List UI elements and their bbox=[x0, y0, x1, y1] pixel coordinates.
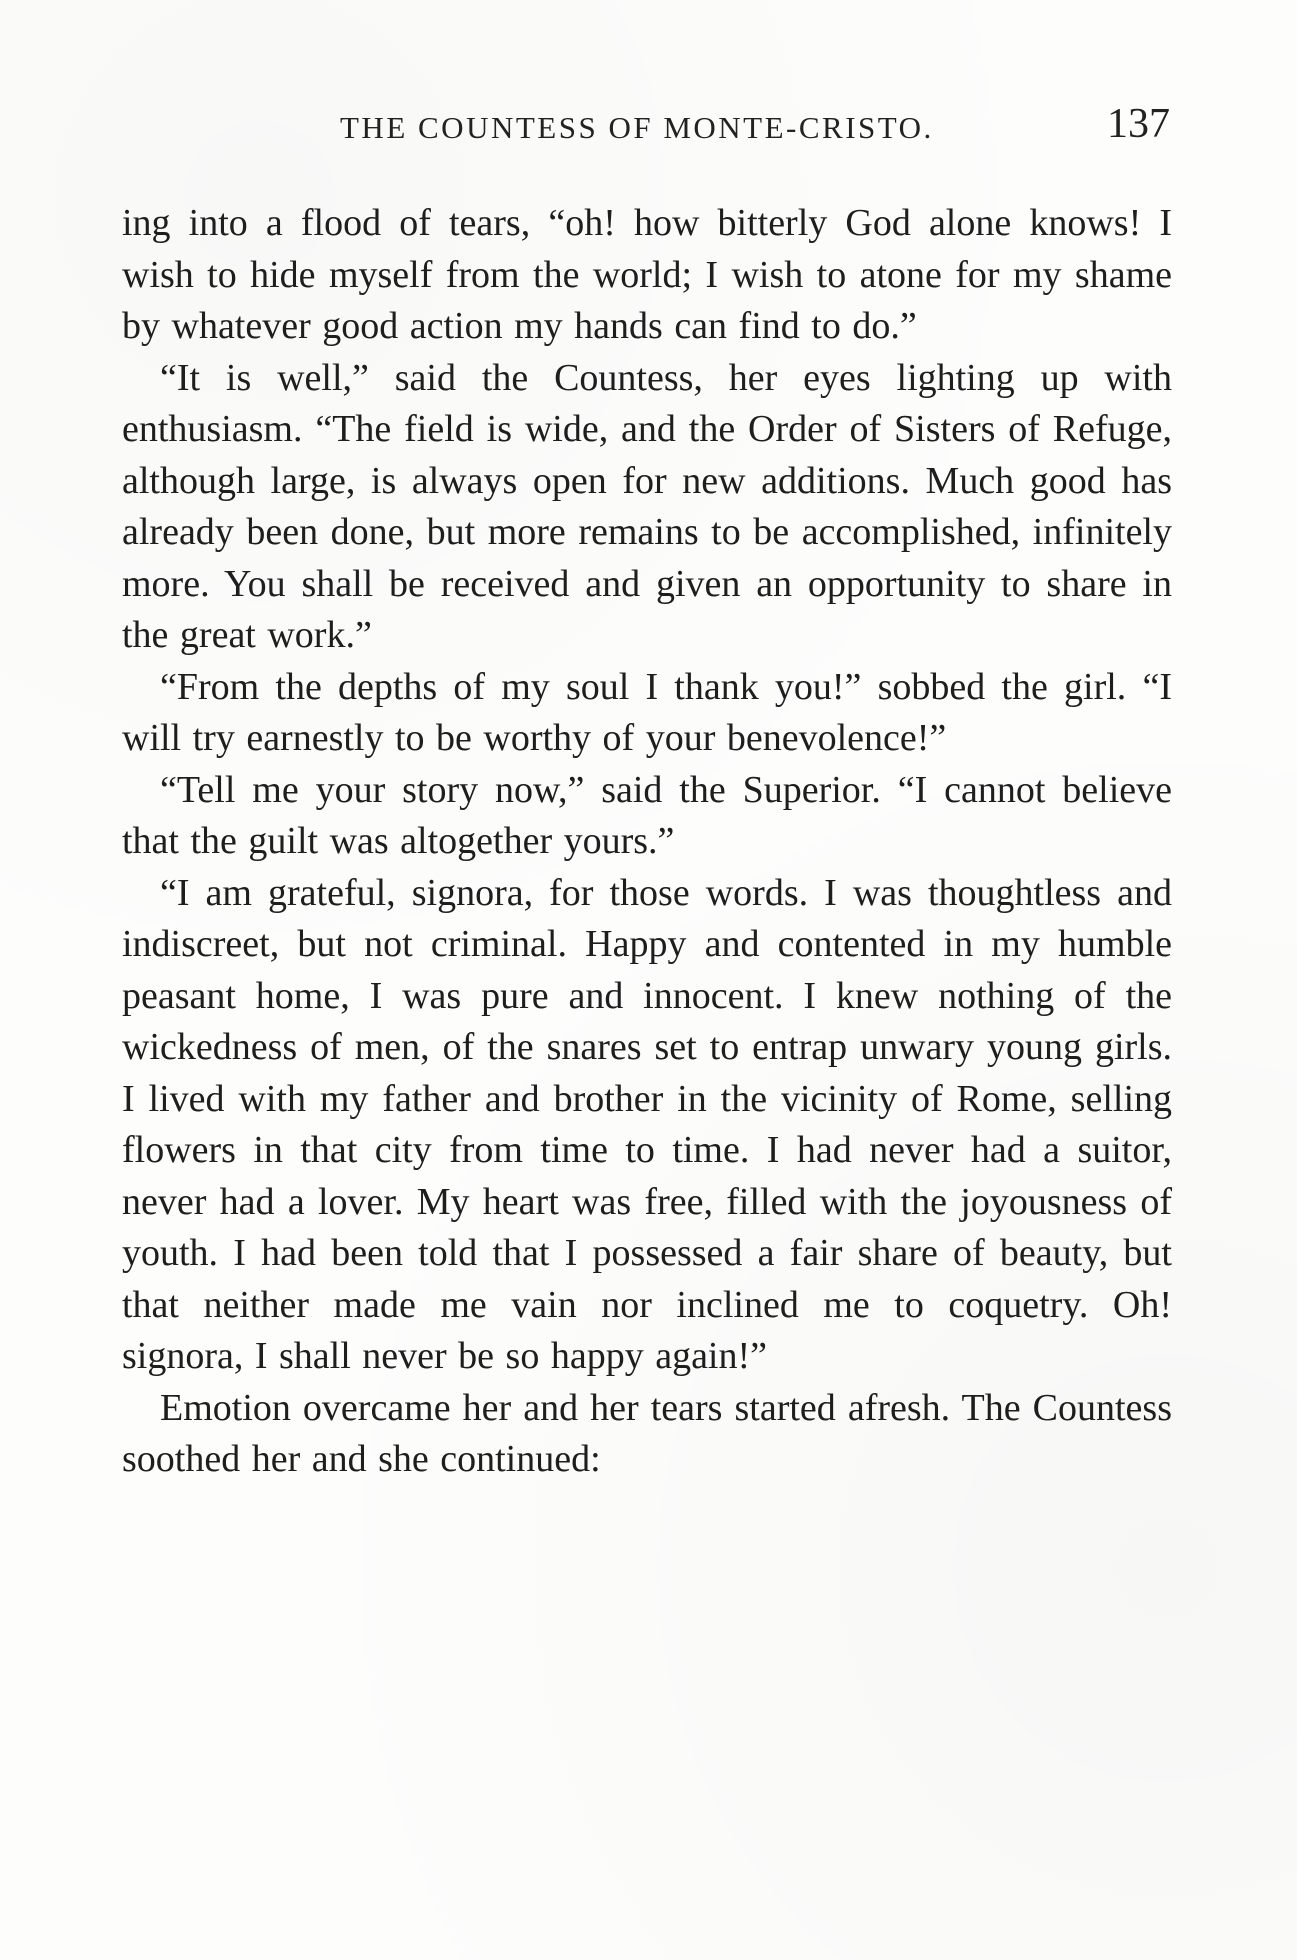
running-title: THE COUNTESS OF MONTE-CRISTO. bbox=[340, 110, 934, 145]
paragraph-continuation: ing into a flood of tears, “oh! how bitterly God alone knows! I wish to hide myself from the world; I wish to atone for my shame by whatever good action my hands can find to do.” bbox=[122, 202, 1172, 347]
paragraph-girl-story: “I am grateful, signora, for those words. I was thoughtless and indiscreet, but not criminal. Happy and contented in my humble peasant home, I was pure and innocent. I knew nothing of the wickedness of men, of the snares set to entrap unwary young girls. I lived with my father and brother in the vicinity of Rome, selling flowers in that city from time to time. I had never had a suitor, never had a lover. My heart was free, filled with the joyousness of youth. I had been told that I possessed a fair share of beauty, but that neither made me vain nor inclined me to coquetry. Oh! signora, I shall never be so happy again!” bbox=[122, 871, 1172, 1377]
paragraph-countess-reply: “It is well,” said the Countess, her eyes lighting up with enthusiasm. “The field is wide, and the Order of Sisters of Refuge, although large, is always open for new additions. Much good has already been done, but more remains to be accomplished, infinitely more. You shall be received and given an opportunity to share in the great work.” bbox=[122, 356, 1172, 656]
paragraph-girl-thanks: “From the depths of my soul I thank you!” sobbed the girl. “I will try earnestly to be worthy of your benevolence!” bbox=[122, 665, 1172, 759]
paragraph-emotion: Emotion overcame her and her tears started afresh. The Countess soothed her and she continued: bbox=[122, 1386, 1172, 1480]
body-text bbox=[122, 198, 1172, 1486]
running-head bbox=[120, 100, 1170, 160]
page-number: 137 bbox=[1107, 101, 1170, 147]
paragraph-superior-request: “Tell me your story now,” said the Superior. “I cannot believe that the guilt was altogether yours.” bbox=[122, 768, 1172, 862]
